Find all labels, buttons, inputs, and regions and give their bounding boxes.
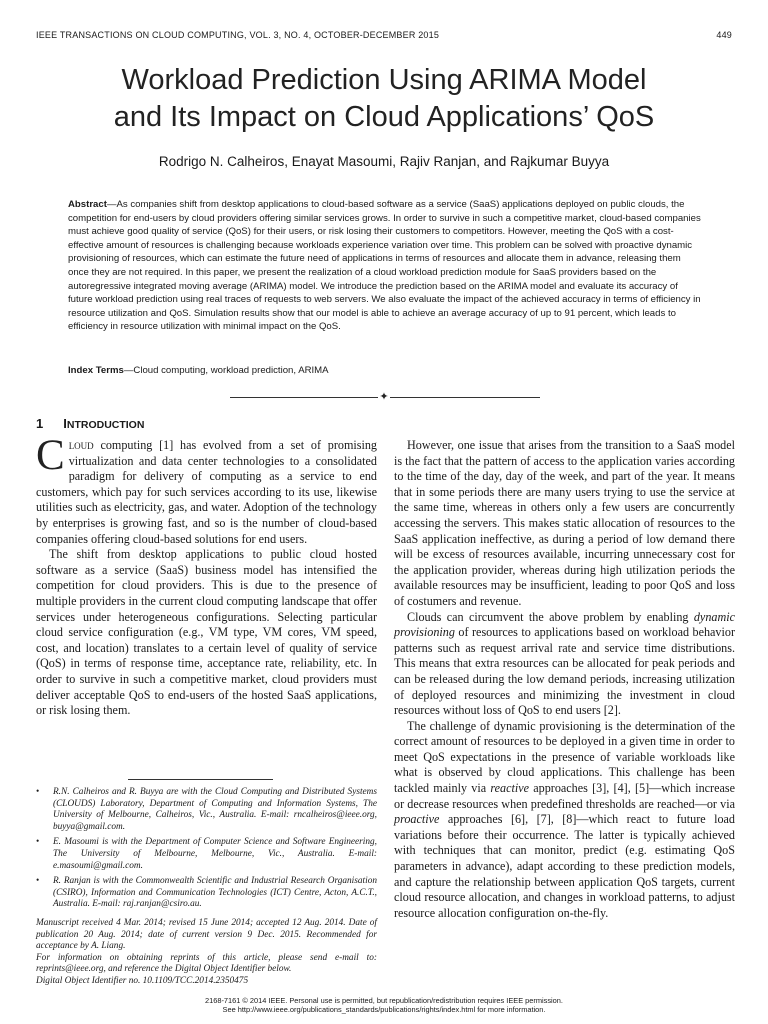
- abstract: [68, 198, 702, 334]
- paragraph: [36, 432, 377, 547]
- text-run: The challenge of dynamic provisioning is the determination of the correct amount of resources to be deployed in a given time in order to meet QoS expectations in the presence of variable workloads like what is observed by cloud applications. This challenge has been tackled mainly via: [394, 718, 735, 796]
- affiliation-item: [36, 876, 377, 911]
- affiliation-text: R.N. Calheiros and R. Buyya are with the Cloud Computing and Distributed Systems (CLOUDS) Laboratory, Department of Computing and Information Systems, The University of Melbourne, Calheiros, Vic., Australia. E-mail: rncalheiros@ieee.org, buyya@gmail.com.: [53, 787, 377, 832]
- bullet-icon: •: [36, 787, 40, 797]
- title-line-1: Workload Prediction Using ARIMA Model: [121, 64, 647, 96]
- emphasis: dynamic provisioning: [394, 609, 735, 640]
- affiliation-item: [36, 837, 377, 872]
- bullet-icon: •: [36, 876, 40, 887]
- right-column: [394, 438, 735, 921]
- bullet-icon: •: [36, 837, 40, 848]
- text-run: of resources to applications based on workload behavior patterns such as request arrival rate and service time distributions. This means that extra resources can be allocated for peak periods and can be released during the low demand periods, increasing utilization of deployed resources and minimizing the investment in cloud resources without loss of QoS to end users [2].: [394, 625, 735, 718]
- text-run: Clouds can circumvent the above problem by enabling: [407, 609, 694, 624]
- index-terms-text: —Cloud computing, workload prediction, ARIMA: [123, 365, 329, 376]
- paragraph: [394, 610, 735, 719]
- emphasis: reactive: [490, 781, 530, 796]
- paragraph: [394, 719, 735, 922]
- footnotes: [36, 787, 377, 988]
- copyright-notice: [0, 996, 768, 1014]
- paragraph: The shift from desktop applications to public cloud hosted software as a service (SaaS) business model has intensified the competition for cloud providers. This is due to the presence of multiple providers in the current cloud computing landscape that offer services under heterogeneous configurations. Selecting particular cloud service configuration (e.g., VM type, VM cores, VM speed, cost, and location) translates to a certain level of quality of service (QoS) in terms of response time, acceptance rate, reliability, etc. In order to survive in such a competitive market, cloud providers must deliver acceptable QoS to end-users of the hosted SaaS applications, or risk losing them.: [36, 547, 377, 718]
- affiliation-list: [36, 787, 377, 911]
- index-terms: [68, 365, 702, 376]
- journal-name: IEEE TRANSACTIONS ON CLOUD COMPUTING, VOL. 3, NO. 4, OCTOBER-DECEMBER 2015: [36, 30, 440, 40]
- emphasis: proactive: [394, 812, 440, 827]
- section-number: 1: [36, 416, 44, 431]
- affiliation-text: E. Masoumi is with the Department of Computer Science and Software Engineering, The University of Melbourne, Melbourne, Vic., Australia. E-mail: e.masoumi@gmail.com.: [53, 837, 377, 871]
- manuscript-info: [36, 918, 377, 988]
- footnote-rule: [128, 779, 273, 780]
- affiliation-text: R. Ranjan is with the Commonwealth Scientific and Industrial Research Organisation (CSIRO), Information and Communication Technologies (ICT) Centre, Acton, A.C.T., Australia. E-mail: raj.ranjan@csiro.au.: [53, 876, 377, 910]
- paper-title: [40, 62, 728, 136]
- abstract-label: Abstract: [68, 199, 107, 210]
- index-terms-label: Index Terms: [68, 365, 124, 376]
- drop-cap-continuation: loud: [68, 438, 94, 452]
- author-list: Rodrigo N. Calheiros, Enayat Masoumi, Rajiv Ranjan, and Rajkumar Buyya: [158, 154, 610, 169]
- drop-cap: C: [36, 432, 65, 479]
- page-number: 449: [716, 30, 732, 40]
- divider-diamond-icon: ✦: [379, 391, 389, 403]
- affiliation-item: [36, 787, 377, 833]
- paragraph-text: computing [1] has evolved from a set of promising virtualization and data center technologies to a consolidated paradigm for delivery of computing as a service to end customers, which pay for such services according to its use, likewise utilities such as electricity, gas, and water. Adoption of the technology by enterprises is growing fast, and so is the number of cloud-based companies offering cloud-based solutions for end users.: [36, 438, 377, 546]
- doi: Digital Object Identifier no. 10.1109/TCC.2014.2350475: [36, 975, 249, 986]
- section-heading: [36, 416, 144, 431]
- copyright-line-1: 2168-7161 © 2014 IEEE. Personal use is permitted, but republication/redistribution requires IEEE permission.: [205, 996, 563, 1005]
- paragraph: However, one issue that arises from the transition to a SaaS model is the fact that the pattern of access to the application varies according to the time of the day, day of the week, and part of the year. It means that in some periods there are many users trying to use the service at the same time, whereas in others only a few users are concurrently accessing the servers. This makes static allocation of resources to the SaaS application ineffective, as during a period of low demand there will be excess of resources available, incurring unnecessary cost for the application provider, whereas during high utilization periods the available resources may be insufficient, leading to poor QoS and loss of costumers and revenue.: [394, 438, 735, 608]
- reprints-info: For information on obtaining reprints of this article, please send e-mail to: reprints@ieee.org, and reference the Digital Object Identifier below.: [36, 952, 377, 975]
- title-line-2: and Its Impact on Cloud Applications’ QoS: [113, 101, 655, 133]
- left-column: [36, 432, 377, 719]
- text-run: approaches [6], [7], [8]—which react to future load variations before their occurrence. The latter is typically achieved with techniques that can monitor, predict (e.g. estimating QoS parameters in advance), adapt according to these prediction models, and capture the relationship between application QoS targets, current cloud resource allocation, and changes in workload patterns, to adjust resource allocation configuration on-the-fly.: [394, 812, 735, 920]
- section-title-initial: I: [63, 416, 67, 431]
- abstract-text: —As companies shift from desktop applications to cloud-based software as a service (SaaS) applications deployed on public clouds, the competition for end-users by cloud providers offering similar services grows. In order to survive in such a competitive market, cloud-based companies must achieve good quality of service (QoS) for their users, or risk losing their customers to competitors. However, meeting the QoS with a cost-effective amount of resources is challenging because workloads experience variation over time. This problem can be solved with proactive dynamic provisioning of resources, which can estimate the future need of applications in terms of resources and allocate them in advance, releasing them once they are not required. In this paper, we present the realization of a cloud workload prediction module for SaaS providers based on the autoregressive integrated moving average (ARIMA) model. We introduce the prediction based on the ARIMA model and evaluate its accuracy of future workload prediction using real traces of requests to web servers. We also evaluate the impact of the achieved accuracy in terms of efficiency in resource utilization and QoS. Simulation results show that our model is able to achieve an average accuracy of up to 91 percent, which leads to efficiency in resource utilization with minimal impact on the QoS.: [68, 199, 701, 333]
- manuscript-dates: Manuscript received 4 Mar. 2014; revised 15 June 2014; accepted 12 Aug. 2014. Date of publication 20 Aug. 2014; date of current version 9 Dec. 2015. Recommended for acceptance by A. Liang.: [36, 917, 377, 952]
- section-title-rest: NTRODUCTION: [66, 419, 145, 431]
- copyright-line-2: See http://www.ieee.org/publications_standards/publications/rights/index.html for more information.: [222, 1005, 546, 1014]
- text-run: approaches [3], [4], [5]—which increase or decrease resources when predefined thresholds are reached—or via: [394, 781, 735, 811]
